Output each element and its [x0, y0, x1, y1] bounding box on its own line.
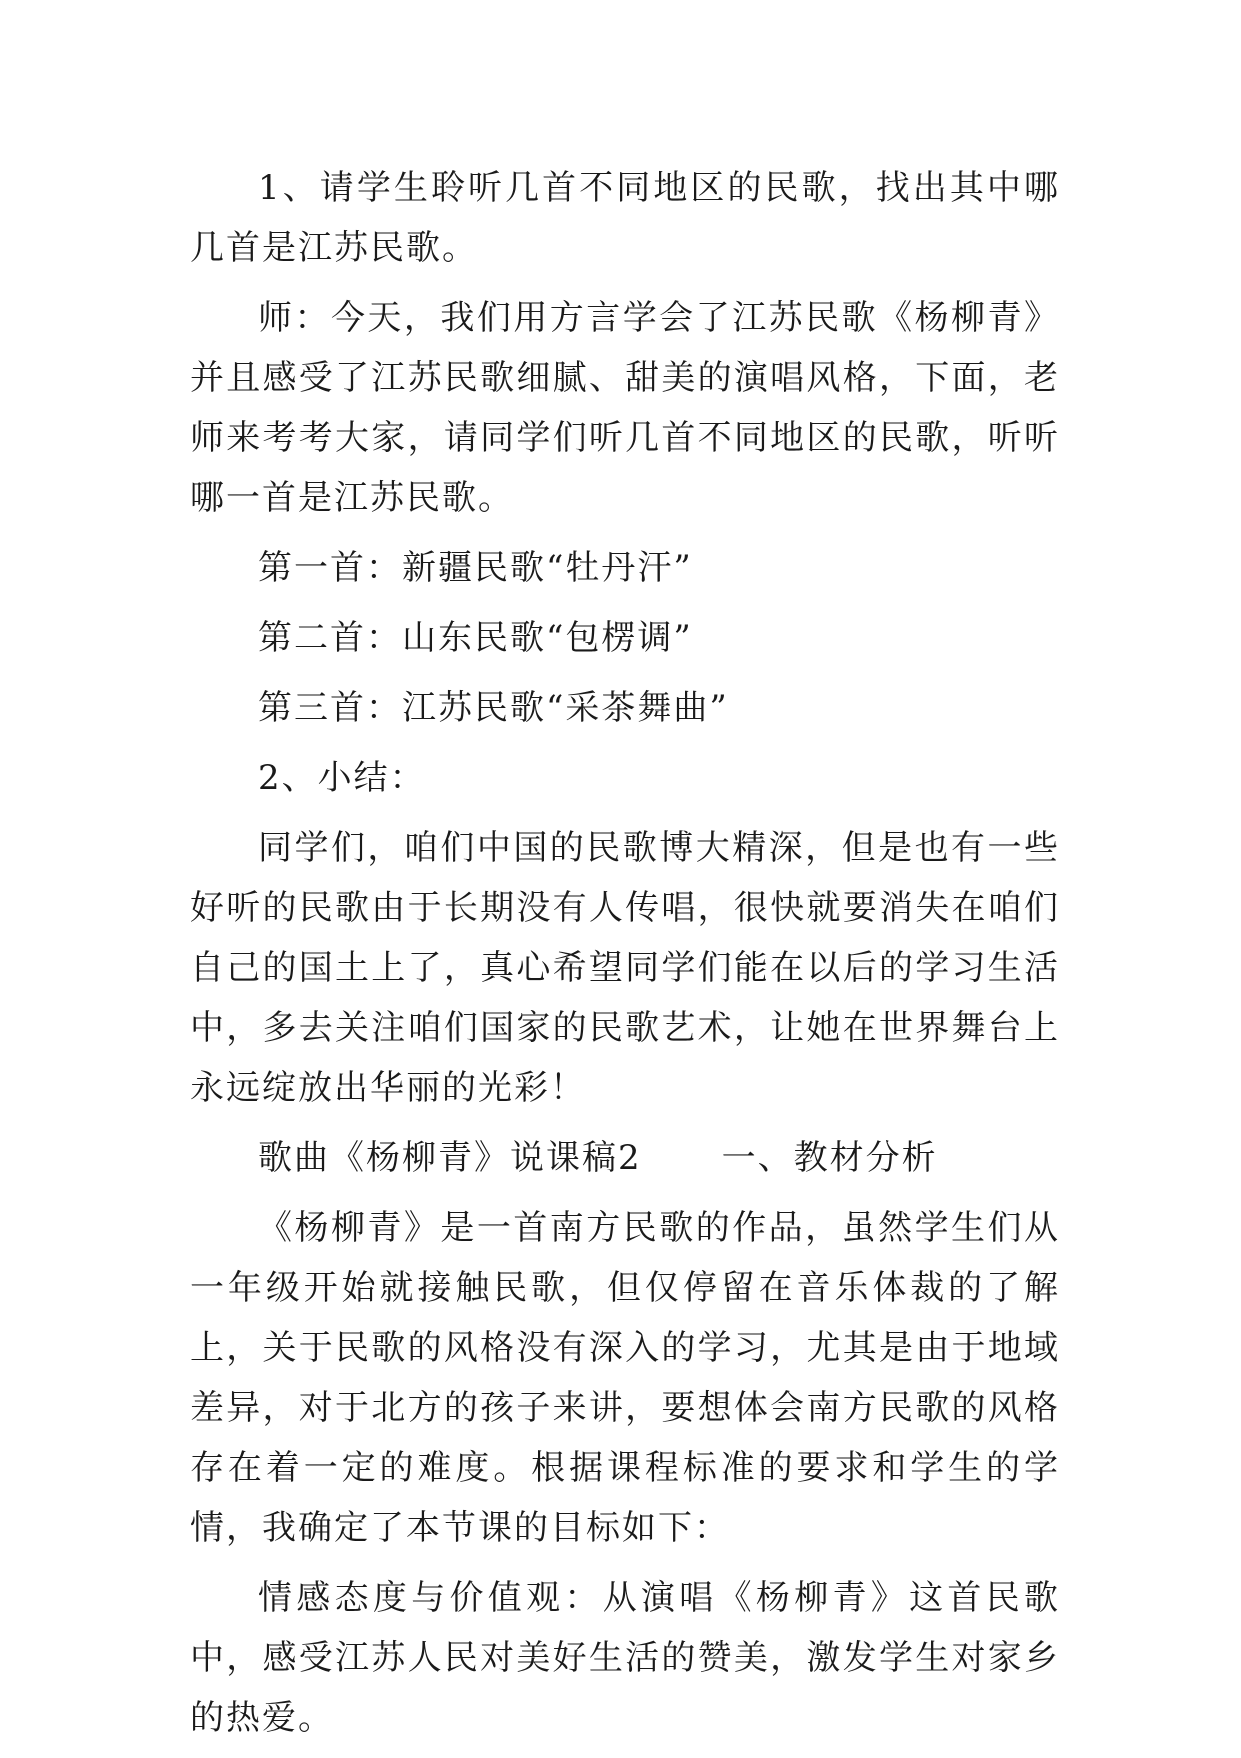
- section-heading: [190, 1128, 1060, 1188]
- heading-section: 一、教材分析: [721, 1138, 938, 1178]
- paragraph-material-analysis: 《杨柳青》是一首南方民歌的作品，虽然学生们从一年级开始就接触民歌，但仅停留在音乐体裁的了解上，关于民歌的风格没有深入的学习，尤其是由于地域差异，对于北方的孩子来讲，要想体会南方民歌的风格存在着一定的难度。根据课程标准的要求和学生的学情，我确定了本节课的目标如下：: [190, 1208, 1060, 1548]
- paragraph-listen-task: 1、请学生聆听几首不同地区的民歌，找出其中哪几首是江苏民歌。: [190, 168, 1060, 268]
- paragraph-summary-text: 同学们，咱们中国的民歌博大精深，但是也有一些好听的民歌由于长期没有人传唱，很快就要消失在咱们自己的国土上了，真心希望同学们能在以后的学习生活中，多去关注咱们国家的民歌艺术，让她在世界舞台上永远绽放出华丽的光彩！: [190, 828, 1060, 1108]
- paragraph-emotion-goal: 情感态度与价值观：从演唱《杨柳青》这首民歌中，感受江苏人民对美好生活的赞美，激发学生对家乡的热爱。: [190, 1578, 1060, 1738]
- paragraph-song-3: 第三首：江苏民歌“采茶舞曲”: [258, 688, 729, 728]
- paragraph-teacher-intro: 师：今天，我们用方言学会了江苏民歌《杨柳青》并且感受了江苏民歌细腻、甜美的演唱风格，下面，老师来考考大家，请同学们听几首不同地区的民歌，听听哪一首是江苏民歌。: [190, 298, 1060, 518]
- paragraph-summary-label: 2、小结：: [258, 758, 426, 798]
- document-body: [190, 158, 1060, 1758]
- paragraph-song-2: 第二首：山东民歌“包楞调”: [258, 618, 693, 658]
- paragraph-song-1: 第一首：新疆民歌“牡丹汗”: [258, 548, 693, 588]
- heading-title: 歌曲《杨柳青》说课稿2: [258, 1138, 642, 1178]
